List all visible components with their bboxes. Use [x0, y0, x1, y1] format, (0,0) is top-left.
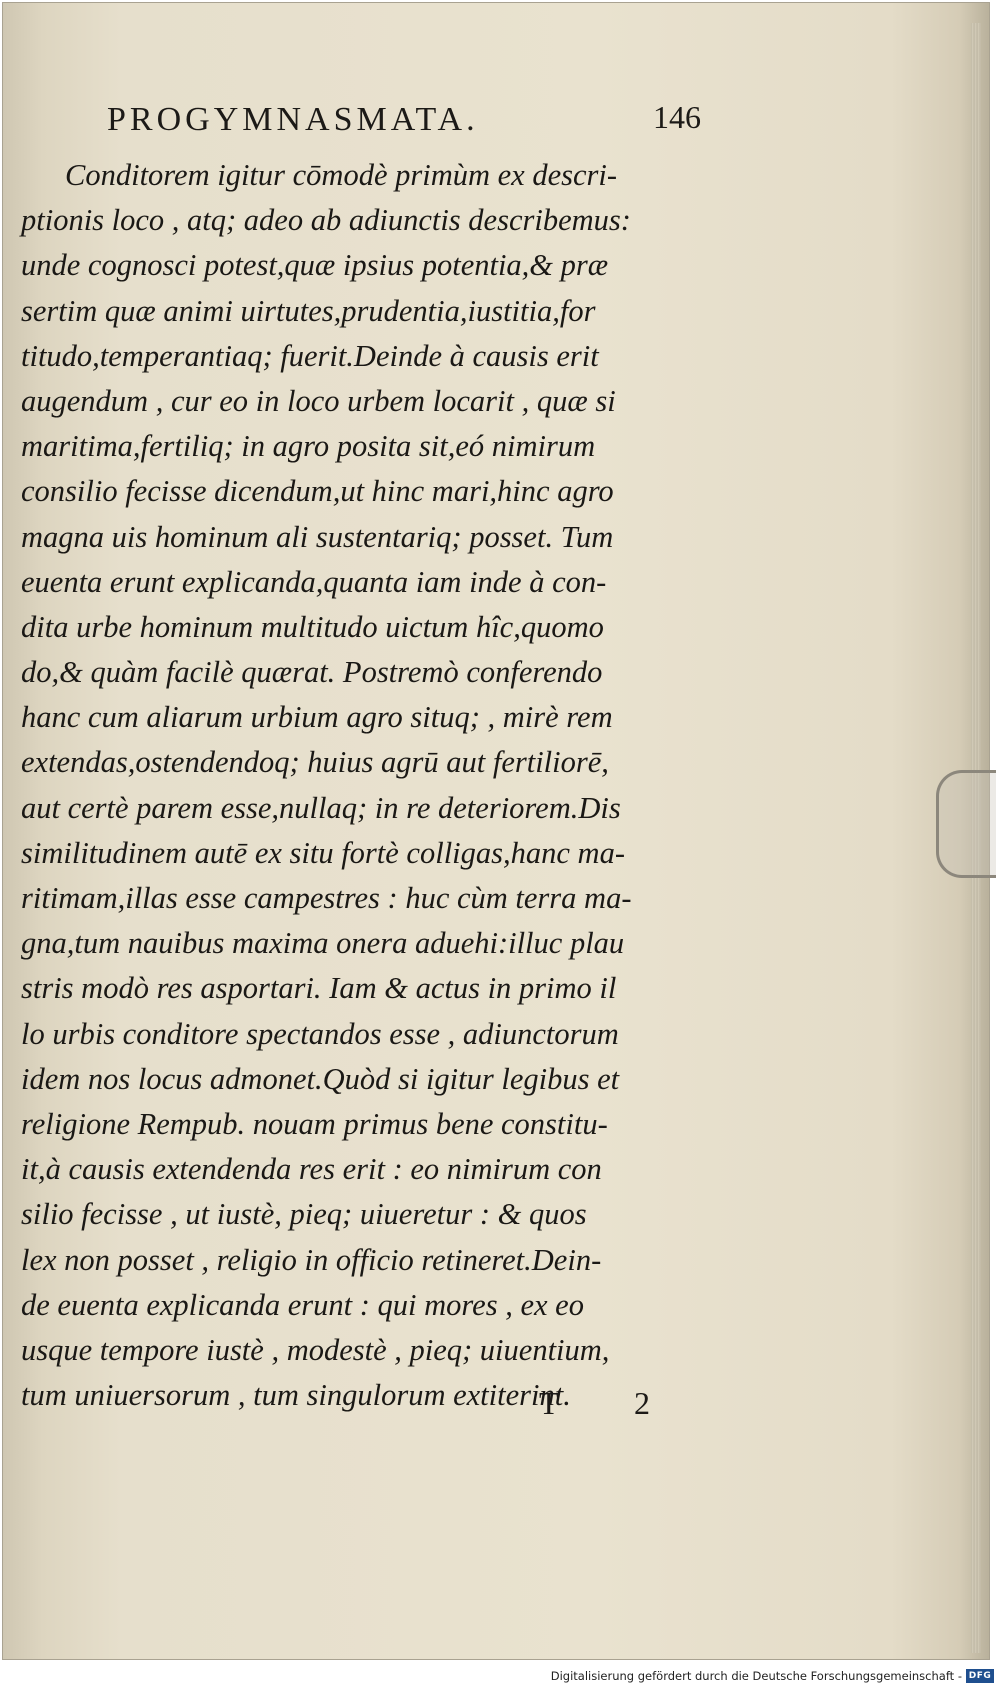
running-head: PROGYMNASMATA.: [107, 101, 479, 138]
body-text: [21, 153, 721, 1418]
text-line: aut certè parem esse,nullaq; in re deteriorem.Dis: [21, 790, 621, 825]
page-number: 146: [653, 99, 701, 135]
signature-mark: T 2: [539, 1385, 684, 1421]
text-line: magna uis hominum ali sustentariq; posset. Tum: [21, 519, 614, 554]
text-line: maritima,fertiliq; in agro posita sit,eó nimirum: [21, 429, 596, 464]
text-line: hanc cum aliarum urbium agro situq; , mirè rem: [21, 700, 613, 735]
text-line: titudo,temperantiaq; fuerit.Deinde à causis erit: [21, 338, 599, 373]
book-page: [2, 2, 990, 1660]
credit-text: Digitalisierung gefördert durch die Deutsche Forschungsgemeinschaft -: [550, 1669, 962, 1683]
text-line: religione Rempub. nouam primus bene constitu-: [21, 1106, 608, 1141]
text-line: ptionis loco , atq; adeo ab adiunctis describemus:: [21, 203, 631, 238]
text-line: do,& quàm facilè quærat. Postremò conferendo: [21, 655, 603, 690]
text-line: tum uniuersorum , tum singulorum extiterint.: [21, 1378, 571, 1413]
text-line: euenta erunt explicanda,quanta iam inde à con-: [21, 564, 607, 599]
text-line: lex non posset , religio in officio retineret.Dein-: [21, 1242, 602, 1277]
text-line: similitudinem autē ex situ fortè colligas,hanc ma-: [21, 835, 625, 870]
text-line: Conditorem igitur cōmodè primùm ex descri-: [65, 158, 618, 192]
text-line: sertim quæ animi uirtutes,prudentia,iustitia,for: [21, 293, 596, 328]
text-line: stris modò res asportari. Iam & actus in primo il: [21, 971, 617, 1006]
text-line: augendum , cur eo in loco urbem locarit , quæ si: [21, 383, 616, 418]
text-line: ritimam,illas esse campestres : huc cùm terra ma-: [21, 881, 632, 915]
digitization-credit: [551, 1664, 994, 1688]
dfg-logo-icon: DFG: [966, 1669, 994, 1683]
page-clip: [936, 770, 996, 878]
text-line: extendas,ostendendoq; huius agrū aut fertiliorē,: [21, 745, 609, 780]
text-line: unde cognosci potest,quæ ipsius potentia,& præ: [21, 248, 609, 283]
text-line: idem nos locus admonet.Quòd si igitur legibus et: [21, 1061, 620, 1096]
text-line: usque tempore iustè , modestè , pieq; uiuentium,: [21, 1332, 610, 1367]
text-line: consilio fecisse dicendum,ut hinc mari,hinc agro: [21, 474, 614, 509]
text-line: lo urbis conditore spectandos esse , adiunctorum: [21, 1016, 619, 1051]
text-line: it,à causis extendenda res erit : eo nimirum con: [21, 1152, 602, 1187]
text-line: dita urbe hominum multitudo uictum hîc,quomo: [21, 609, 604, 644]
text-line: silio fecisse , ut iustè, pieq; uiueretur : & quos: [21, 1197, 587, 1232]
text-line: gna,tum nauibus maxima onera aduehi:illuc plau: [21, 926, 625, 961]
text-line: de euenta explicanda erunt : qui mores , ex eo: [21, 1287, 584, 1322]
